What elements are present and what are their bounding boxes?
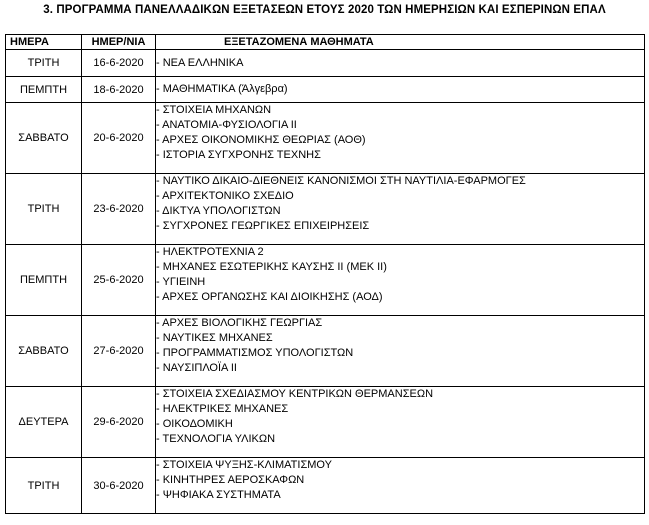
exam-schedule-table (5, 34, 645, 514)
subject-item: - ΣΤΟΙΧΕΙΑ ΣΧΕΔΙΑΣΜΟΥ ΚΕΝΤΡΙΚΩΝ ΘΕΡΜΑΝΣΕΩΝ (156, 388, 434, 400)
subject-item: - ΑΡΧΕΣ ΟΙΚΟΝΟΜΙΚΗΣ ΘΕΩΡΙΑΣ (ΑΟΘ) (156, 134, 366, 146)
subject-item: - ΚΙΝΗΤΗΡΕΣ ΑΕΡΟΣΚΑΦΩΝ (156, 474, 305, 486)
subject-item: - ΤΕΧΝΟΛΟΓΙΑ ΥΛΙΚΩΝ (156, 433, 276, 445)
subject-item: - ΨΗΦΙΑΚΑ ΣΥΣΤΗΜΑΤΑ (156, 489, 281, 501)
subject-item: - ΝΕΑ ΕΛΛΗΝΙΚΑ (156, 56, 244, 69)
subject-item: - ΣΥΓΧΡΟΝΕΣ ΓΕΩΡΓΙΚΕΣ ΕΠΙΧΕΙΡΗΣΕΙΣ (156, 220, 370, 232)
subject-item: - ΑΡΧΕΣ ΟΡΓΑΝΩΣΗΣ ΚΑΙ ΔΙΟΙΚΗΣΗΣ (ΑΟΔ) (156, 291, 383, 303)
day-cell: ΤΡΙΤΗ (6, 50, 82, 77)
date-cell: 27-6-2020 (82, 316, 156, 387)
column-header-subjects: ΕΞΕΤΑΖΟΜΕΝΑ ΜΑΘΗΜΑΤΑ (156, 35, 645, 50)
table-row (6, 50, 645, 77)
subject-item: - ΗΛΕΚΤΡΙΚΕΣ ΜΗΧΑΝΕΣ (156, 403, 289, 415)
table-header-row (6, 35, 645, 50)
subjects-cell (156, 316, 645, 387)
table-row (6, 174, 645, 245)
column-header-date: ΗΜΕΡ/ΝΙΑ (82, 35, 156, 50)
subject-item: - ΔΙΚΤΥΑ ΥΠΟΛΟΓΙΣΤΩΝ (156, 205, 281, 217)
date-cell: 18-6-2020 (82, 77, 156, 103)
subjects-cell (156, 50, 645, 77)
table-body (6, 50, 645, 514)
subjects-cell (156, 387, 645, 458)
table-row (6, 316, 645, 387)
subject-item: - ΜΗΧΑΝΕΣ ΕΣΩΤΕΡΙΚΗΣ ΚΑΥΣΗΣ ΙΙ (ΜΕΚ ΙΙ) (156, 261, 387, 273)
day-cell: ΣΑΒΒΑΤΟ (6, 316, 82, 387)
day-cell: ΔΕΥΤΕΡΑ (6, 387, 82, 458)
subjects-cell (156, 77, 645, 103)
subject-item: - ΑΝΑΤΟΜΙΑ-ΦΥΣΙΟΛΟΓΙΑ ΙΙ (156, 119, 297, 131)
subject-item: - ΣΤΟΙΧΕΙΑ ΨΥΞΗΣ-ΚΛΙΜΑΤΙΣΜΟΥ (156, 459, 332, 471)
column-header-day: ΗΜΕΡΑ (6, 35, 82, 50)
subject-item: - ΜΑΘΗΜΑΤΙΚΑ (Άλγεβρα) (156, 83, 288, 95)
subjects-cell (156, 458, 645, 514)
subject-item: - ΠΡΟΓΡΑΜΜΑΤΙΣΜΟΣ ΥΠΟΛΟΓΙΣΤΩΝ (156, 347, 354, 359)
table-row (6, 77, 645, 103)
subject-item: - ΣΤΟΙΧΕΙΑ ΜΗΧΑΝΩΝ (156, 104, 272, 116)
table-row (6, 387, 645, 458)
date-cell: 20-6-2020 (82, 103, 156, 174)
page-title: 3. ΠΡΟΓΡΑΜΜΑ ΠΑΝΕΛΛΑΔΙΚΩΝ ΕΞΕΤΑΣΕΩΝ ΕΤΟΥΣ 2020 ΤΩΝ ΗΜΕΡΗΣΙΩΝ ΚΑΙ ΕΣΠΕΡΙΝΩΝ ΕΠΑΛ (43, 4, 606, 16)
date-cell: 25-6-2020 (82, 245, 156, 316)
date-cell: 30-6-2020 (82, 458, 156, 514)
subject-item: - ΟΙΚΟΔΟΜΙΚΗ (156, 418, 233, 430)
subject-item: - ΝΑΥΤΙΚΕΣ ΜΗΧΑΝΕΣ (156, 332, 273, 344)
day-cell: ΠΕΜΠΤΗ (6, 245, 82, 316)
table-row (6, 458, 645, 514)
subject-item: - ΝΑΥΣΙΠΛΟΪΑ ΙΙ (156, 362, 237, 374)
subject-item: - ΥΓΙΕΙΝΗ (156, 276, 206, 288)
subject-item: - ΙΣΤΟΡΙΑ ΣΥΓΧΡΟΝΗΣ ΤΕΧΝΗΣ (156, 149, 321, 161)
date-cell: 23-6-2020 (82, 174, 156, 245)
table-row (6, 245, 645, 316)
subject-item: - ΝΑΥΤΙΚΟ ΔΙΚΑΙΟ-ΔΙΕΘΝΕΙΣ ΚΑΝΟΝΙΣΜΟΙ ΣΤΗ ΝΑΥΤΙΛΙΑ-ΕΦΑΡΜΟΓΕΣ (156, 175, 526, 187)
date-cell: 29-6-2020 (82, 387, 156, 458)
subject-item: - ΑΡΧΕΣ ΒΙΟΛΟΓΙΚΗΣ ΓΕΩΡΓΙΑΣ (156, 317, 323, 329)
subjects-cell (156, 245, 645, 316)
date-cell: 16-6-2020 (82, 50, 156, 77)
table-row (6, 103, 645, 174)
subjects-cell (156, 174, 645, 245)
subject-item: - ΑΡΧΙΤΕΚΤΟΝΙΚΟ ΣΧΕΔΙΟ (156, 190, 294, 202)
subject-item: - ΗΛΕΚΤΡΟΤΕΧΝΙΑ 2 (156, 246, 264, 258)
day-cell: ΠΕΜΠΤΗ (6, 77, 82, 103)
day-cell: ΤΡΙΤΗ (6, 174, 82, 245)
day-cell: ΣΑΒΒΑΤΟ (6, 103, 82, 174)
day-cell: ΤΡΙΤΗ (6, 458, 82, 514)
subjects-cell (156, 103, 645, 174)
